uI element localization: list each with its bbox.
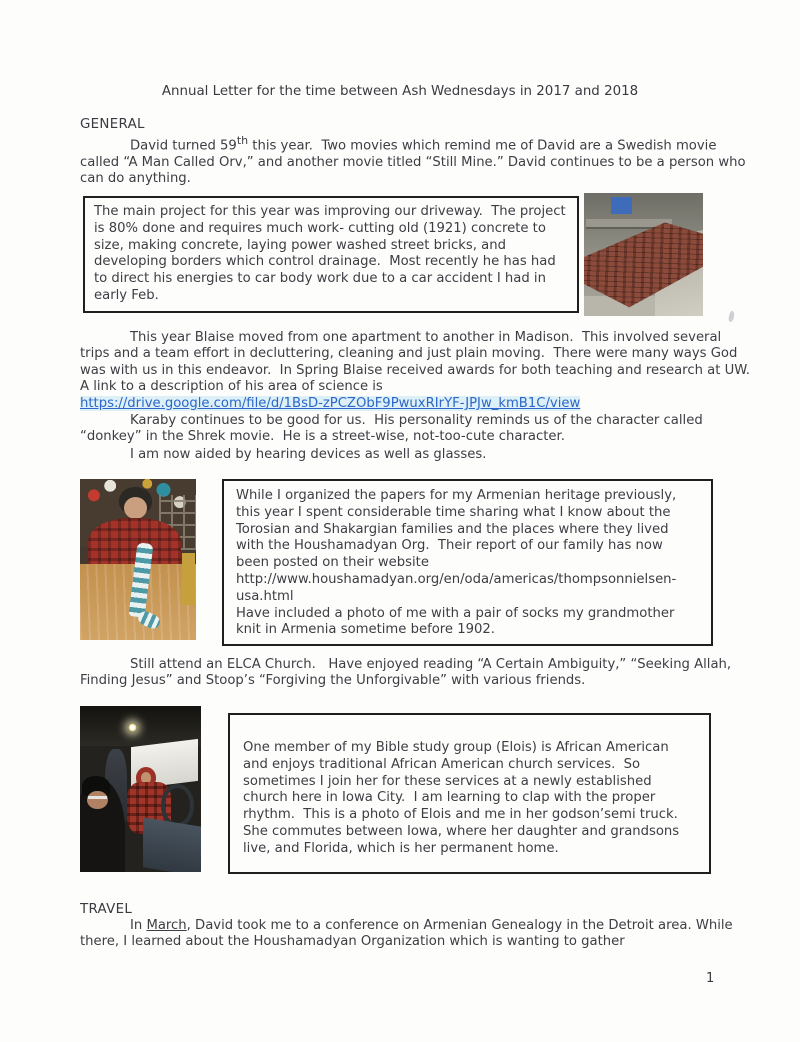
travel-text-pre: In: [130, 918, 147, 933]
march-underlined: March: [146, 918, 187, 933]
ordinal-superscript: th: [236, 134, 249, 147]
blaise-paragraph: This year Blaise moved from one apartment to another in Madison. This involved several trips and a team effort in decluttering, cleaning and just plain moving. There were many ways God was with us in this endeavor. In Spring Blaise received awards for both teaching and research at UW. A link to a description of his area of science is: [80, 330, 763, 395]
hearing-devices-line: I am now aided by hearing devices as well as glasses.: [130, 447, 487, 462]
driveway-photo: [584, 193, 703, 316]
intro-text-pre: David turned 59: [130, 138, 237, 154]
houshamadyan-url: http://www.houshamadyan.org/en/oda/americas/thompsonnielsen-usa.html: [236, 571, 677, 604]
church-paragraph: Still attend an ELCA Church. Have enjoyed reading “A Certain Ambiguity,” “Seeking Allah, Finding Jesus” and Stoop’s “Forgiving the Unforgivable” with various friends.: [80, 657, 736, 689]
travel-heading: TRAVEL: [80, 902, 133, 917]
science-description-link[interactable]: https://drive.google.com/file/d/1BsD-zPCZObF9PwuxRIrYF-JPJw_kmB1C/view: [80, 396, 581, 411]
general-intro-paragraph: [80, 133, 748, 188]
driveway-project-box: [83, 196, 579, 313]
travel-text-post: , David took me to a conference on Armenian Genealogy in the Detroit area. While there, I learned about the Houshamadyan Organization which is wanting to gather: [80, 918, 737, 950]
driveway-project-text: The main project for this year was improving our driveway. The project is 80% done and requires much work- cutting old (1921) concrete to size, making concrete, laying power washed street bricks, and developing borders which control drainage. Most recently he has had to direct his energies to car body work due to a car accident I had in early Feb.: [94, 204, 570, 303]
scan-smudge-mark: [728, 311, 736, 323]
semi-truck-photo: [80, 706, 201, 872]
author-glasses: [88, 796, 106, 799]
karaby-paragraph: Karaby continues to be good for us. His personality reminds us of the character called “donkey” in the Shrek movie. He is a street-wise, not-too-cute character.: [80, 413, 707, 445]
chair-edge: [182, 553, 195, 605]
general-heading: GENERAL: [80, 117, 145, 132]
author-face: [87, 791, 108, 809]
blue-barrel: [611, 197, 631, 214]
armenian-heritage-text: While I organized the papers for my Armenian heritage previously, this year I spent considerable time sharing what I know about the Torosian and Shakargian families and the places where they lived with the Houshamadyan Org. Their report of our family has now been posted on their website: [236, 488, 681, 571]
socks-photo-note: Have included a photo of me with a pair of socks my grandmother knit in Armenia sometime before 1902.: [236, 605, 679, 638]
armenian-heritage-box: [222, 479, 713, 646]
intro-text-post: this year. Two movies which remind me of David are a Swedish movie called “A Man Called Orv,” and another movie titled “Still Mine.” David continues to be a person who can do anything.: [80, 138, 750, 187]
cab-dome-light: [128, 723, 137, 732]
bible-study-text: One member of my Bible study group (Elois) is African American and enjoys traditional African American church services. So sometimes I join her for these services at a newly established church here in Iowa City. I am learning to clap with the proper rhythm. This is a photo of Elois and me in her godson’semi truck. She commutes between Iowa, where her daughter and grandsons live, and Florida, which is her permanent home.: [243, 740, 684, 856]
grandmother-socks-photo: [80, 479, 196, 640]
travel-paragraph: [80, 918, 758, 951]
truck-dashboard: [143, 818, 201, 872]
page-number: 1: [706, 971, 715, 986]
page-title: Annual Letter for the time between Ash Wednesdays in 2017 and 2018: [161, 84, 639, 99]
bible-study-box: [228, 713, 711, 874]
